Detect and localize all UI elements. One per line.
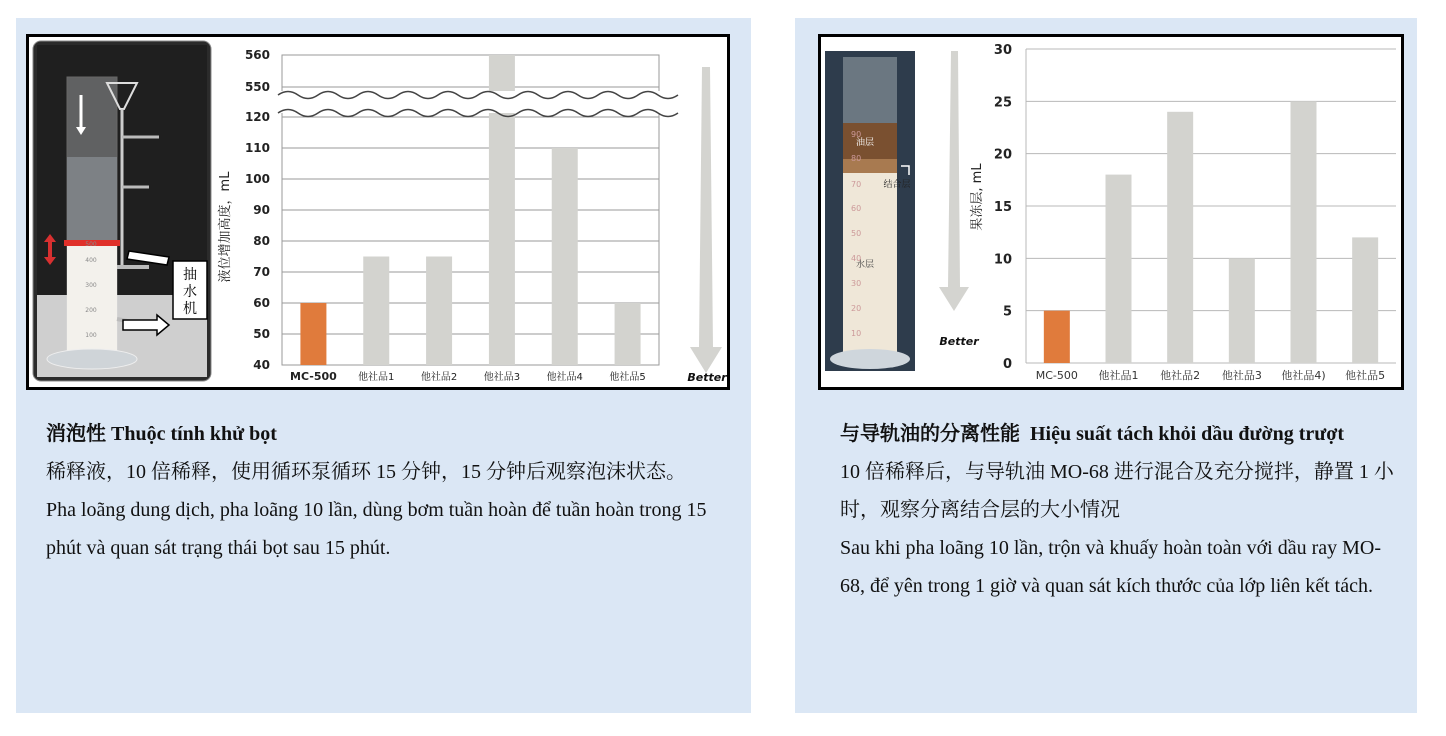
y-axis-label: 果冻层, mL (970, 163, 985, 231)
y-tick-label: 10 (993, 252, 1012, 268)
bar (552, 148, 578, 365)
scale-mark: 70 (851, 180, 862, 189)
scale-mark: 10 (851, 329, 862, 338)
defoaming-caption (46, 415, 736, 567)
x-tick-label: 他社品2 (420, 372, 458, 383)
defoaming-chart (217, 48, 678, 383)
x-tick-label: MC-500 (1035, 369, 1078, 382)
axis-break (278, 91, 678, 117)
x-tick-label: 他社品5 (1345, 369, 1386, 382)
pump-label-char: 抽 (183, 267, 197, 283)
scale-mark: 20 (851, 304, 862, 313)
caption-title-cn: 与导轨油的分离性能 (840, 423, 1020, 445)
defoaming-photo (33, 41, 211, 381)
y-tick-label: 90 (253, 203, 270, 217)
scale-mark: 100 (85, 332, 97, 339)
y-tick-label: 100 (244, 172, 270, 186)
scale-mark: 50 (851, 229, 862, 238)
water-layer-label: 水层 (855, 260, 875, 270)
y-tick-label: 5 (1002, 304, 1012, 320)
defoaming-figure (26, 34, 730, 390)
separation-chart (969, 43, 1396, 382)
y-tick-label: 550 (244, 80, 270, 94)
better-arrow (687, 67, 727, 384)
scale-mark: 30 (851, 279, 862, 288)
separation-panel (795, 18, 1417, 713)
defoaming-figure-svg (29, 37, 727, 387)
bar (363, 257, 389, 366)
y-tick-label: 30 (993, 43, 1012, 58)
scale-mark: 90 (851, 130, 862, 139)
bar (426, 257, 452, 366)
bar (1167, 112, 1193, 363)
caption-line-cn: 10 倍稀释后，与导轨油 MO-68 进行混合及充分搅拌，静置 1 小时，观察分离结合层的大小情况 (840, 461, 1394, 521)
caption-line-vi: Sau khi pha loãng 10 lần, trộn và khuấy hoàn toàn với dầu ray MO-68, để yên trong 1 giờ và quan sát kích thước của lớp liên kết tách. (840, 537, 1382, 597)
x-tick-label: 他社品2 (1160, 369, 1201, 382)
x-tick-label: MC-500 (290, 370, 337, 383)
pump-label-char: 机 (183, 301, 197, 317)
y-tick-label: 15 (993, 200, 1012, 215)
x-tick-label: 他社品3 (483, 372, 521, 383)
better-label: Better (687, 371, 727, 384)
separation-caption (840, 415, 1400, 605)
scale-mark: 40 (851, 254, 862, 263)
bar (1352, 237, 1378, 363)
y-tick-label: 120 (244, 110, 270, 124)
y-tick-label: 0 (1002, 357, 1012, 372)
caption-title-vi: Thuộc tính khử bọt (111, 423, 277, 445)
better-label: Better (939, 335, 979, 348)
x-tick-label: 他社品5 (609, 372, 646, 383)
x-tick-label: 他社品1 (358, 372, 395, 383)
y-tick-label: 60 (253, 296, 270, 310)
x-tick-label: 他社品4 (546, 372, 583, 383)
oil-layer-label: 油层 (855, 138, 875, 148)
bar (1291, 101, 1317, 363)
scale-mark: 300 (85, 282, 97, 289)
separation-photo (825, 51, 915, 371)
y-tick-label: 20 (993, 147, 1012, 163)
y-tick-label: 560 (244, 48, 270, 62)
caption-title-vi: Hiệu suất tách khỏi dầu đường trượt (1030, 423, 1344, 445)
y-tick-label: 80 (253, 234, 270, 248)
x-tick-label: 他社品1 (1098, 369, 1139, 382)
separation-figure-svg (821, 37, 1401, 387)
y-tick-label: 50 (253, 327, 270, 341)
bar (1106, 175, 1132, 363)
scale-mark: 400 (85, 257, 97, 264)
scale-mark: 60 (851, 204, 862, 213)
separation-figure (818, 34, 1404, 390)
bar (1229, 258, 1255, 363)
y-axis-label: 液位增加高度，mL (218, 171, 233, 283)
scale-mark: 80 (851, 154, 862, 163)
y-tick-label: 25 (993, 95, 1012, 111)
caption-line-cn: 稀释液，10 倍稀释，使用循环泵循环 15 分钟，15 分钟后观察泡沫状态。 (46, 461, 686, 483)
defoaming-panel (16, 18, 751, 713)
scale-mark: 200 (85, 307, 97, 314)
bond-layer-label: 结合层 (883, 180, 911, 190)
bar (300, 303, 326, 365)
bar (615, 303, 641, 365)
x-tick-label: 他社品4) (1281, 369, 1326, 382)
bar (1044, 311, 1070, 363)
pump-label-char: 水 (183, 284, 197, 300)
y-tick-label: 110 (244, 141, 270, 155)
caption-title-cn: 消泡性 (46, 423, 106, 445)
scale-mark: 500 (85, 241, 97, 248)
caption-line-vi: Pha loãng dung dịch, pha loãng 10 lần, dùng bơm tuần hoàn để tuần hoàn trong 15 phút và quan sát trạng thái bọt sau 15 phút. (46, 499, 707, 559)
y-tick-label: 70 (253, 265, 270, 279)
x-tick-label: 他社品3 (1221, 369, 1262, 382)
y-tick-label: 40 (253, 358, 270, 372)
